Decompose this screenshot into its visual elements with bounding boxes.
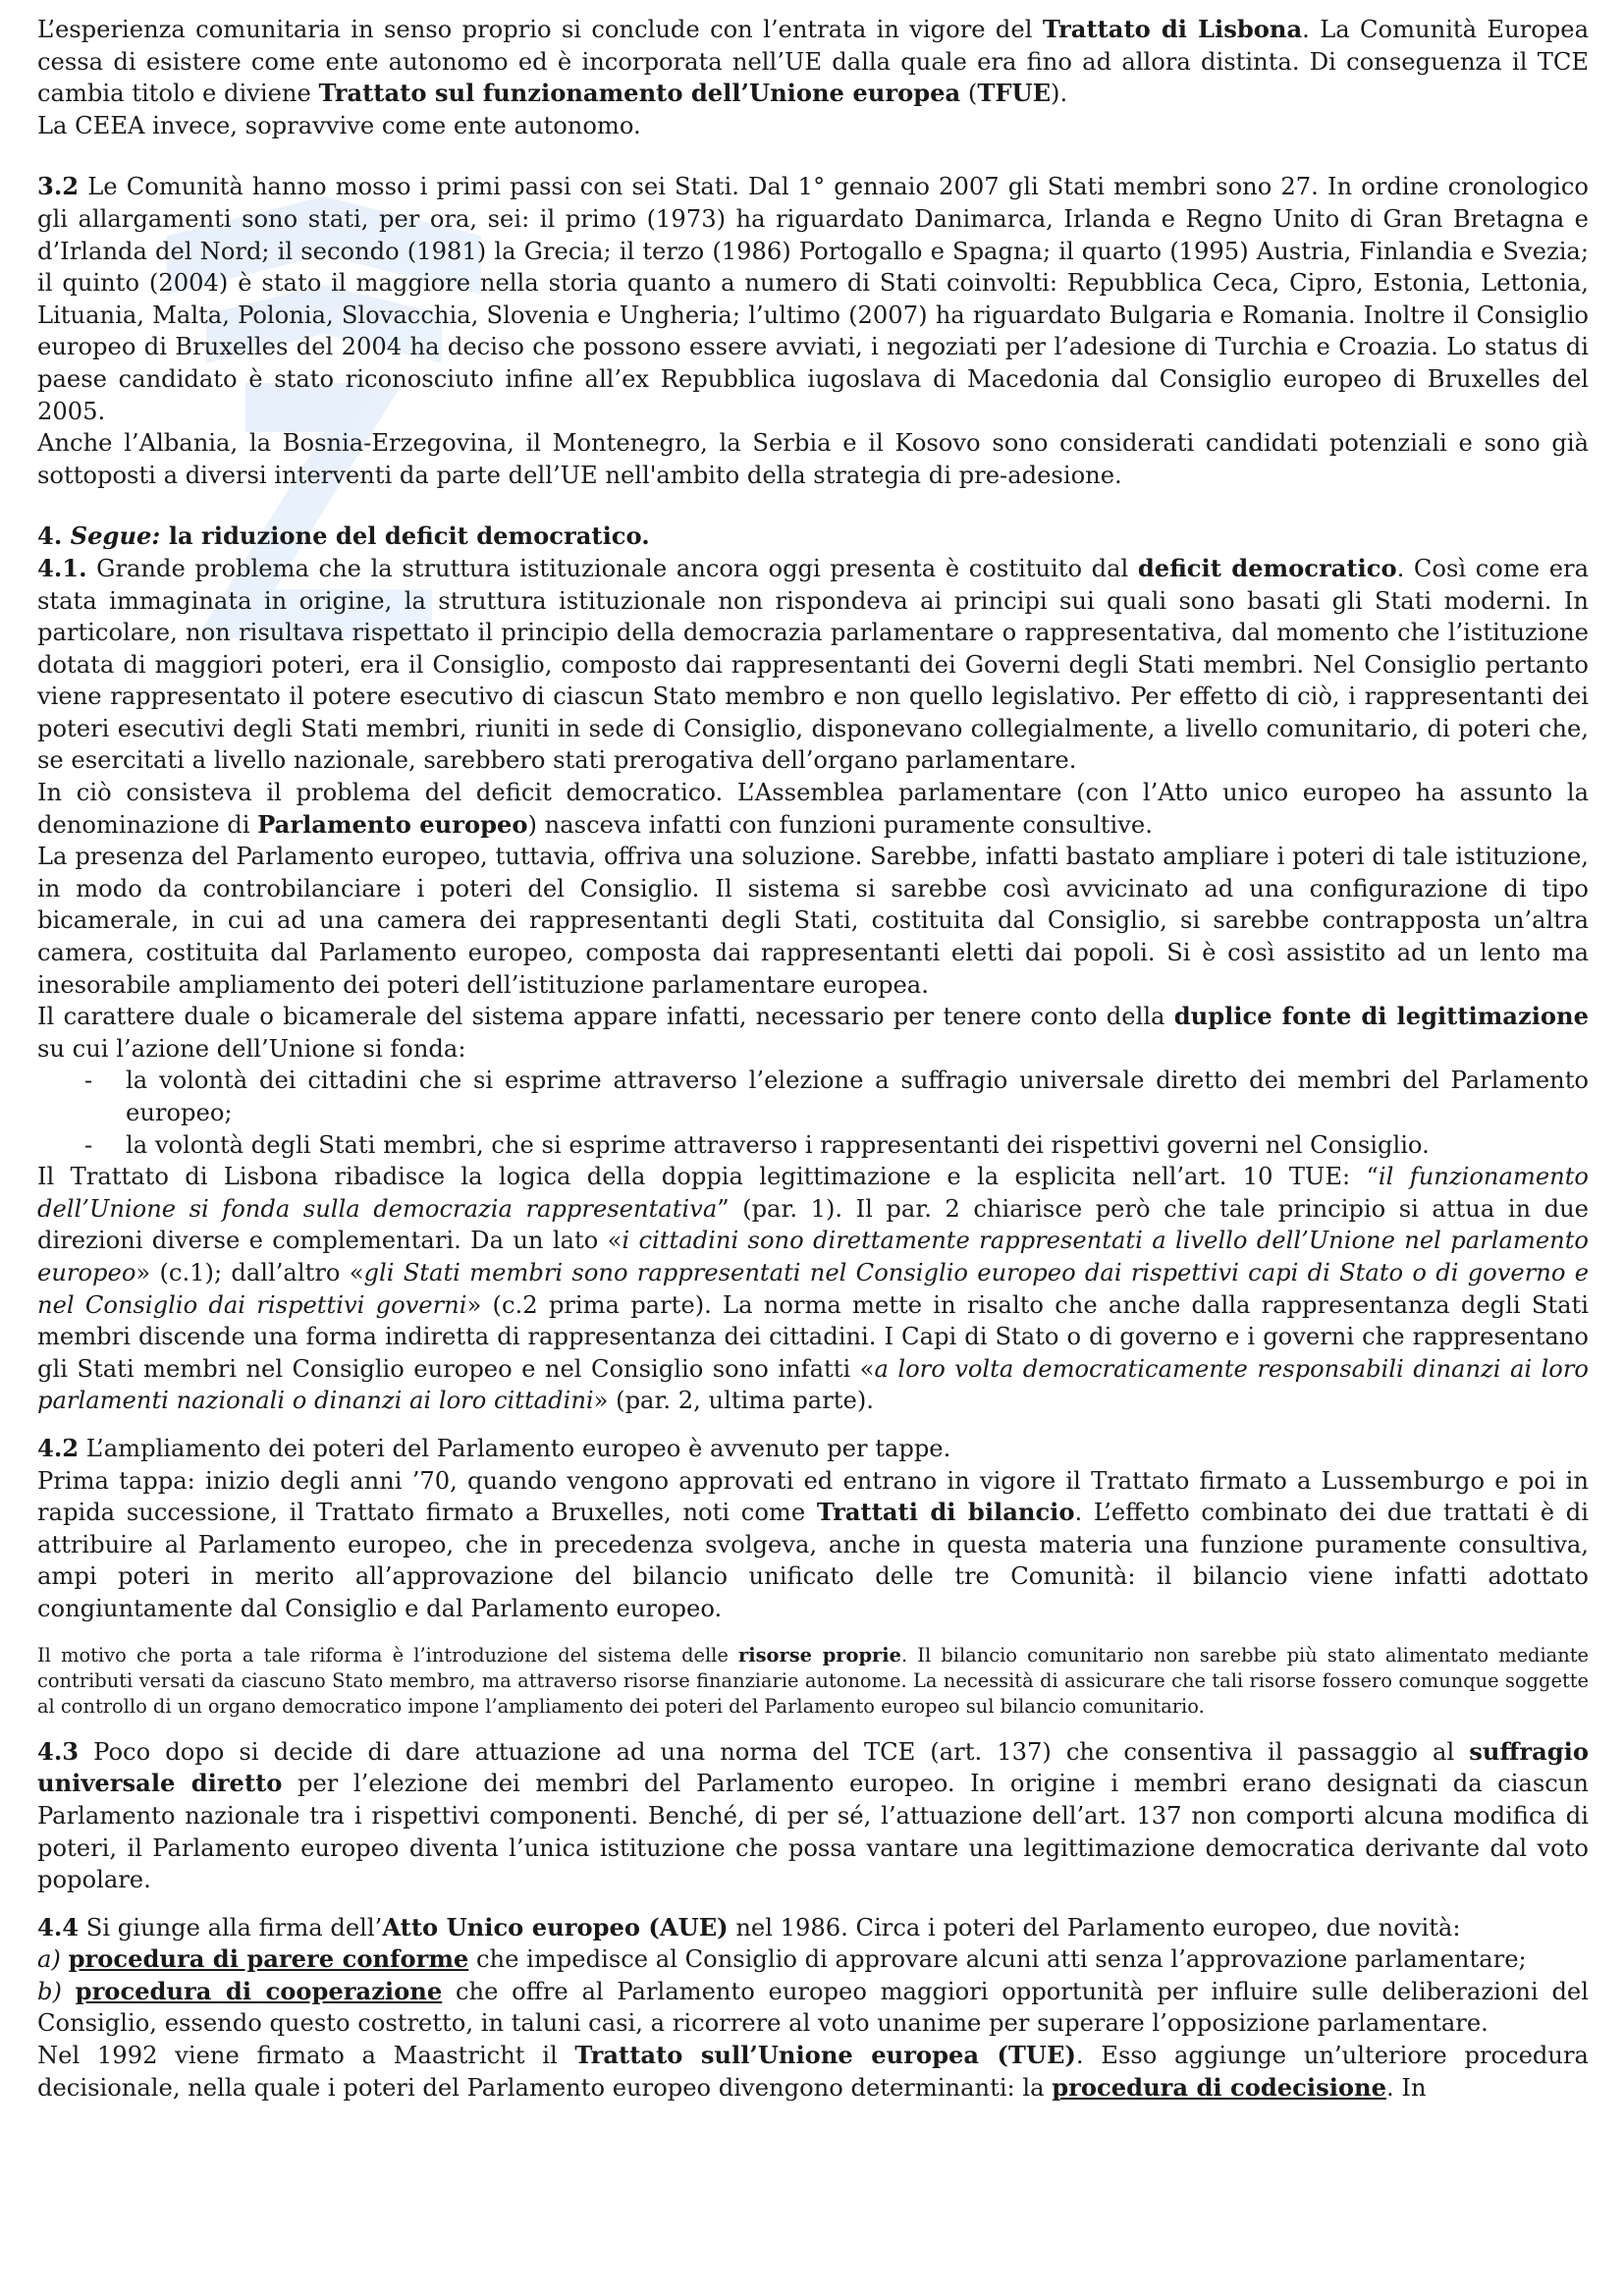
paragraph-4-1-b <box>37 777 1589 841</box>
text: ( <box>960 80 978 108</box>
text: . In <box>1386 2073 1427 2102</box>
legitimation-list <box>37 1065 1589 1161</box>
term-parere-conforme: procedura di parere conforme <box>68 1944 469 1974</box>
text: che offre al Parlamento europeo maggiori opportunità per influire sulle deliberazioni del Consiglio, essendo questo costretto, in taluni casi, a ricorrere al voto unanime per superare l’opposizione parlamentare. <box>37 1977 1589 2038</box>
item-b <box>37 1976 1589 2040</box>
item-label: b) <box>37 1977 62 2005</box>
paragraph-3-2-candidates: Anche l’Albania, la Bosnia-Erzegovina, il Montenegro, la Serbia e il Kosovo sono considerati candidati potenziali e sono già sottoposti a diversi interventi da parte dell’UE nell'ambito della strategia di pre-adesione. <box>37 429 1589 489</box>
section-number: 4.2 <box>37 1433 80 1462</box>
text: » (c.2 prima parte). La norma mette in risalto che anche dalla rappresentanza degli Stati membri discende una forma indiretta di rappresentanza dei cittadini. I Capi di Stato o di governo e i governi che rappresentano gli Stati membri nel Consiglio europeo e nel Consiglio sono infatti « <box>37 1290 1589 1383</box>
text: Prima tappa: inizio degli anni ’70, quando vengono approvati ed entrano in vigore il Trattato firmato a Lussemburgo e poi in rapida successione, il Trattato firmato a Bruxelles, noti come <box>37 1466 1589 1527</box>
text: Grande problema che la struttura istituzionale ancora oggi presenta è costituito dal <box>86 554 1138 582</box>
text: . Così come era stata immaginata in origine, la struttura istituzionale non rispondeva ai principi sui quali sono basati gli Stati moderni. In particolare, non risultava rispettato il principio della democrazia parlamentare o rappresentativa, dal momento che l’istituzione dotata di maggiori poteri, era il Consiglio, composto dai rappresentanti dei Governi degli Stati membri. Nel Consiglio pertanto viene rappresentato il potere esecutivo di ciascun Stato membro e non quello legislativo. Per effetto di ciò, i rappresentanti dei poteri esecutivi degli Stati membri, riuniti in sede di Consiglio, disponevano collegialmente, a livello comunitario, di poteri che, se esercitati a livello nazionale, sarebbero stati prerogativa dell’organo parlamentare. <box>37 554 1589 775</box>
section-number: 4. <box>37 521 71 551</box>
term-parlamento-europeo: Parlamento europeo <box>257 809 528 839</box>
text: Le Comunità hanno mosso i primi passi con sei Stati. Dal 1° gennaio 2007 gli Stati membri sono 27. In ordine cronologico gli allargamenti sono stati, per ora, sei: il primo (1973) ha riguardato Danimarca, Irlanda e Regno Unito di Gran Bretagna e d’Irlanda del Nord; il secondo (1981) la Grecia; il terzo (1986) Portogallo e Spagna; il quarto (1995) Austria, Finlandia e Svezia; il quinto (2004) è stato il maggiore nella storia quanto a numero di Stati coinvolti: Repubblica Ceca, Cipro, Estonia, Lettonia, Lituania, Malta, Polonia, Slovacchia, Slovenia e Ungheria; l’ultimo (2007) ha riguardato Bulgaria e Romania. Inoltre il Consiglio europeo di Bruxelles del 2004 ha deciso che possono essere avviati, i negoziati per l’adesione di Turchia e Croazia. Lo status di paese candidato è stato riconosciuto infine all’ex Repubblica iugoslava di Macedonia dal Consiglio europeo di Bruxelles del 2005. <box>37 173 1589 425</box>
list-item: - la volontà dei cittadini che si esprime attraverso l’elezione a suffragio universale diretto dei membri del Parlamento europeo; <box>84 1065 1589 1128</box>
text: » (c.1); dall’altro « <box>135 1258 364 1286</box>
section-number: 4.3 <box>37 1736 80 1766</box>
text: . La Comunità Europea cessa di esistere come ente autonomo ed è incorporata nell’UE dalla quale era fino ad allora distinta. Di conseguenza il TCE cambia titolo e diviene <box>37 16 1589 108</box>
text: » (par. 2, ultima parte). <box>593 1387 874 1415</box>
text: Nel 1992 viene firmato a Maastricht il <box>37 2042 575 2070</box>
quote: i cittadini sono direttamente rappresentati a livello dell’Unione nel parlamento europeo <box>37 1227 1589 1286</box>
text: per l’elezione dei membri del Parlamento europeo. In origine i membri erano designati da ciascun Parlamento nazionale tra i rispettivi componenti. Benché, di per sé, l’attuazione dell’art. 137 non comporti alcuna modifica di poteri, il Parlamento europeo diventa l’unica istituzione che possa vantare una legittimazione democratica derivante dal voto popolare. <box>37 1770 1589 1894</box>
term-trattati-bilancio: Trattati di bilancio <box>816 1498 1075 1527</box>
note-risorse-proprie <box>37 1643 1589 1721</box>
quote: il funzionamento dell’Unione si fonda sulla democrazia rappresentativa <box>37 1163 1589 1223</box>
list-item: - la volontà degli Stati membri, che si esprime attraverso i rappresentanti dei rispettivi governi nel Consiglio. <box>84 1129 1589 1162</box>
term-suffragio: suffragio universale diretto <box>37 1736 1589 1798</box>
term-tfue: TFUE <box>977 79 1052 108</box>
text: . L’effetto combinato dei due trattati è di attribuire al Parlamento europeo, che in precedenza svolgeva, anche in questa materia una funzione puramente consultiva, ampi poteri in merito all’approvazione del bilancio unificato delle tre Comunità: il bilancio viene infatti adottato congiuntamente dal Consiglio e dal Parlamento europeo. <box>37 1499 1589 1622</box>
term-tfue-full: Trattato sul funzionamento dell’Unione europea <box>318 79 961 108</box>
text: su cui l’azione dell’Unione si fonda: <box>37 1034 466 1063</box>
paragraph-4-1-c: La presenza del Parlamento europeo, tuttavia, offriva una soluzione. Sarebbe, infatti bastato ampliare i poteri di tale istituzione, in modo da controbilanciare i poteri del Consiglio. Il sistema si sarebbe così avvicinato ad una configurazione di tipo bicamerale, in cui ad una camera dei rappresentanti degli Stati, costituita dal Consiglio, si sarebbe contrapposta un’altra camera, costituita dal Parlamento europeo, composta dai rappresentanti eletti dai popoli. Si è così assistito ad un lento ma inesorabile ampliamento dei poteri dell’istituzione parlamentare europea. <box>37 843 1589 999</box>
paragraph-ceea: La CEEA invece, sopravvive come ente autonomo. <box>37 111 641 139</box>
term-trattato-lisbona: Trattato di Lisbona <box>1042 15 1303 43</box>
text: Il Trattato di Lisbona ribadisce la logica della doppia legittimazione e la esplicita nell’art. 10 TUE: “ <box>37 1163 1379 1191</box>
section-number: 4.1. <box>37 553 87 582</box>
term-deficit-democratico: deficit democratico <box>1137 553 1397 582</box>
section-heading-4 <box>37 520 1589 553</box>
paragraph-4-1 <box>37 553 1589 777</box>
section-number: 4.4 <box>37 1912 80 1941</box>
text: L’esperienza comunitaria in senso proprio si conclude con l’entrata in vigore del <box>37 16 1043 43</box>
heading-title: la riduzione del deficit democratico. <box>160 521 650 551</box>
text: ) nasceva infatti con funzioni puramente consultive. <box>527 810 1153 839</box>
paragraph-4-2 <box>37 1433 1589 1465</box>
paragraph-4-4 <box>37 1912 1589 1944</box>
text: Poco dopo si decide di dare attuazione ad una norma del TCE (art. 137) che consentiva il passaggio al <box>79 1737 1470 1766</box>
term-cooperazione: procedura di cooperazione <box>75 1976 443 2005</box>
text: Il motivo che porta a tale riforma è l’introduzione del sistema delle <box>37 1643 739 1667</box>
heading-segue: Segue: <box>70 521 161 551</box>
text: Si giunge alla firma dell’ <box>79 1913 383 1941</box>
term-tue: Trattato sull’Unione europea (TUE) <box>574 2041 1076 2070</box>
item-label: a) <box>37 1945 61 1974</box>
document-page <box>37 14 1589 2104</box>
text: ). <box>1051 80 1068 108</box>
paragraph-4-3 <box>37 1736 1589 1896</box>
text: . Il bilancio comunitario non sarebbe più stato alimentato mediante contributi versati da ciascuno Stato membro, ma attraverso risorse finanziarie autonome. La necessità di assicurare che tali risorse fossero comunque soggette al controllo di un organo democratico impone l’ampliamento dei poteri del Parlamento europeo sul bilancio comunitario. <box>37 1643 1589 1719</box>
quote: a loro volta democraticamente responsabili dinanzi ai loro parlamenti nazionali o dinanzi ai loro cittadini <box>37 1354 1589 1415</box>
paragraph-3-2 <box>37 171 1589 427</box>
paragraph-4-1-e <box>37 1161 1589 1417</box>
text: Il carattere duale o bicamerale del sistema appare infatti, necessario per tenere conto della <box>37 1003 1174 1031</box>
text: che impedisce al Consiglio di approvare alcuni atti senza l’approvazione parlamentare; <box>468 1945 1527 1974</box>
term-codecisione: procedura di codecisione <box>1052 2072 1387 2102</box>
text: In ciò consisteva il problema del deficit democratico. L’Assemblea parlamentare (con l’Atto unico europeo ha assunto la denominazione di <box>37 779 1589 839</box>
paragraph-4-2-b <box>37 1465 1589 1625</box>
paragraph-4-1-d <box>37 1001 1589 1065</box>
text: . Esso aggiunge un’ulteriore procedura decisionale, nella quale i poteri del Parlamento europeo divengono determinanti: la <box>37 2042 1589 2102</box>
term-duplice-fonte: duplice fonte di legittimazione <box>1173 1002 1590 1031</box>
paragraph-intro <box>37 14 1589 110</box>
section-number: 3.2 <box>37 172 80 201</box>
paragraph-maastricht <box>37 2040 1589 2104</box>
text: ” (par. 1). Il par. 2 chiarisce però che tale principio si attua in due direzioni diverse e complementari. Da un lato « <box>37 1194 1589 1255</box>
text: nel 1986. Circa i poteri del Parlamento europeo, due novità: <box>728 1913 1461 1941</box>
term-risorse-proprie: risorse proprie <box>738 1643 901 1667</box>
quote: gli Stati membri sono rappresentati nel Consiglio europeo dai rispettivi capi di Stato o di governo e nel Consiglio dai rispettivi governi <box>37 1258 1590 1319</box>
item-a <box>37 1943 1589 1976</box>
text: L’ampliamento dei poteri del Parlamento europeo è avvenuto per tappe. <box>79 1434 951 1462</box>
term-aue: Atto Unico europeo (AUE) <box>382 1912 729 1941</box>
